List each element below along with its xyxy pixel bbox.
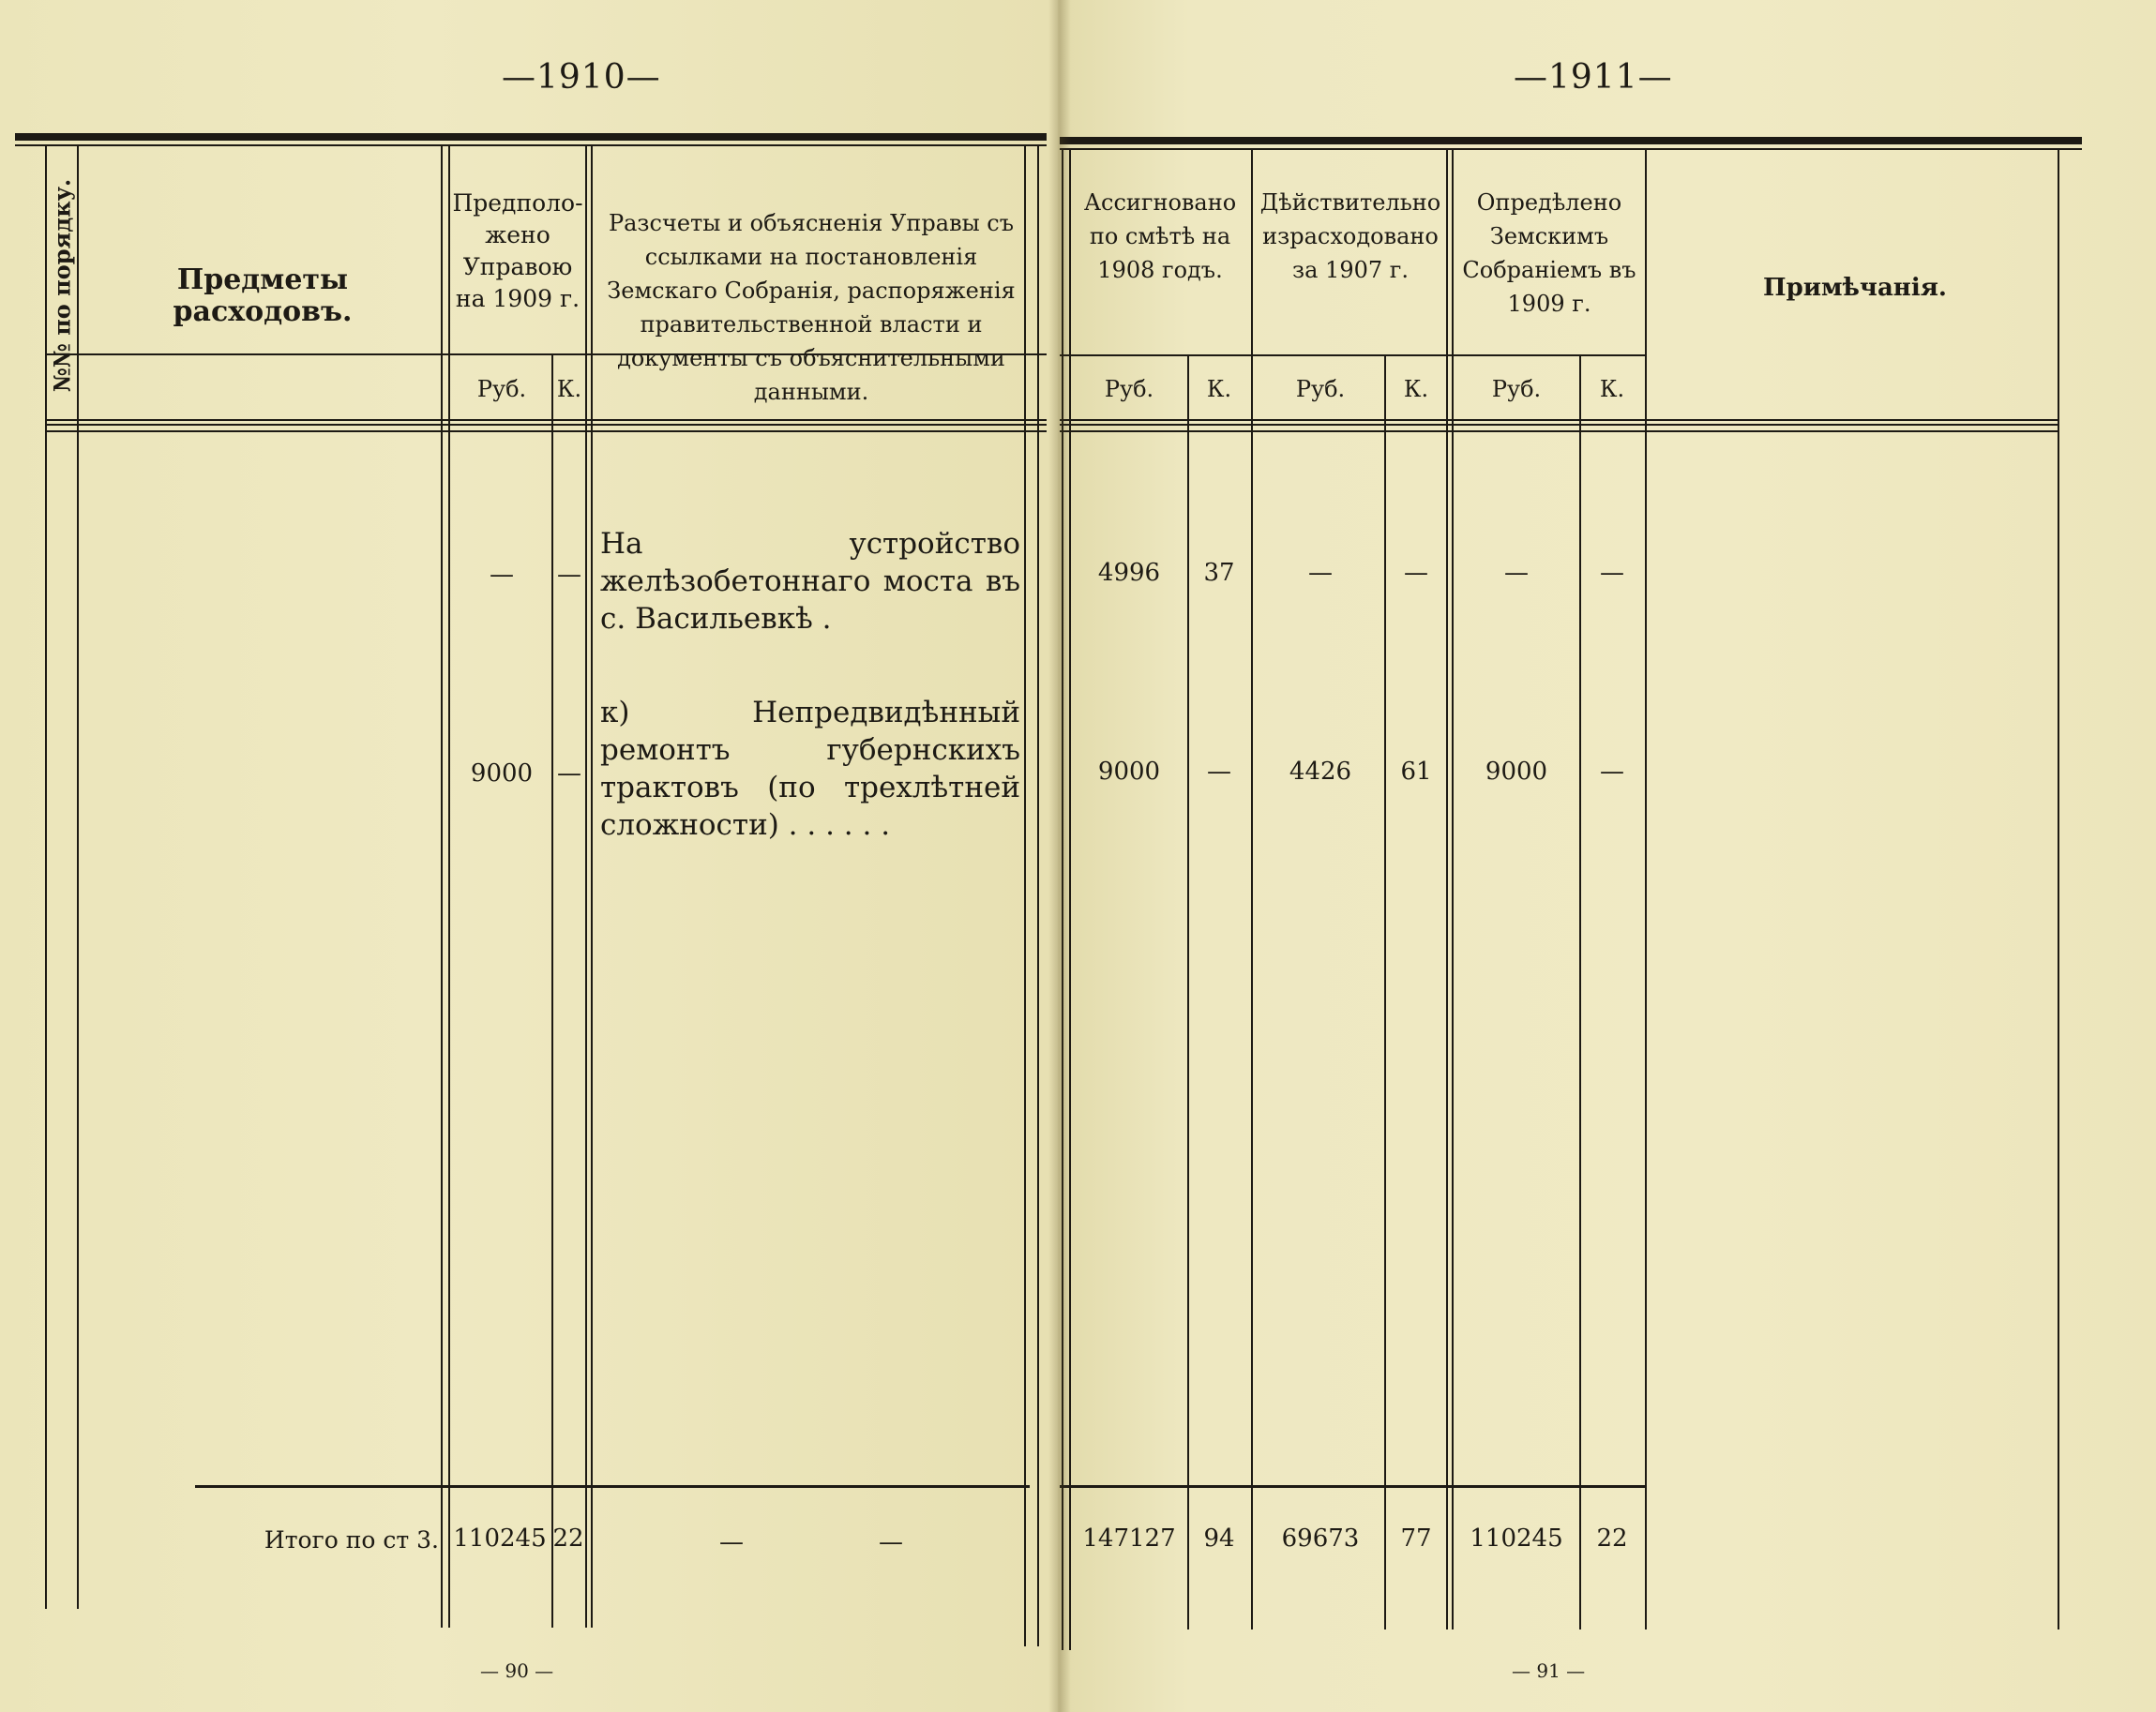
col-line: [441, 146, 443, 1628]
row1-assigned-kop: 37: [1203, 559, 1235, 587]
col-line: [1037, 146, 1039, 1646]
rub-header: Руб.: [476, 376, 527, 402]
total-rule: [1060, 1485, 1647, 1488]
page-footer-number: — 91 —: [1512, 1659, 1586, 1682]
row1-determined-rub: —: [1504, 559, 1529, 587]
col-line: [77, 146, 79, 1609]
header-bottom-rule-2: [1060, 424, 2059, 426]
assigned-rub-header: Руб.: [1104, 376, 1154, 402]
header-bottom-rule-3: [45, 430, 1047, 432]
col-line: [551, 354, 553, 1628]
total-label: Итого по ст 3.: [264, 1526, 439, 1554]
row2-actual-kop: 61: [1400, 758, 1432, 786]
header-bottom-rule: [1060, 419, 2059, 421]
row2-proposed-rub: 9000: [470, 759, 534, 788]
row2-proposed-kop: —: [557, 759, 581, 788]
total-assigned-rub: 147127: [1082, 1524, 1176, 1553]
total-assigned-kop: 94: [1203, 1524, 1235, 1553]
items-header: Предметы расходовъ.: [173, 263, 353, 328]
total-actual-rub: 69673: [1281, 1524, 1360, 1553]
col-line: [2058, 150, 2059, 1629]
row1-proposed-kop: —: [557, 561, 581, 589]
assigned-header: Ассигновано по смѣтѣ на 1908 годъ.: [1083, 189, 1237, 283]
top-rule-thin: [15, 144, 1047, 146]
row1-actual-rub: —: [1308, 559, 1333, 587]
col-line: [1024, 146, 1026, 1646]
row2-actual-rub: 4426: [1289, 758, 1352, 786]
col-line: [1446, 150, 1448, 1629]
top-rule: [15, 133, 1047, 141]
header-bottom-rule-2: [45, 424, 1047, 426]
col-line: [591, 146, 593, 1628]
rub-kop-rule: [1060, 354, 1647, 356]
row-number-header: №№ по порядку.: [48, 178, 76, 393]
kop-header: К.: [556, 376, 582, 402]
row1-proposed-rub: —: [490, 561, 514, 589]
row1-actual-kop: —: [1404, 559, 1428, 587]
page-header-number: —1910—: [502, 58, 661, 97]
total-kop: 22: [552, 1524, 584, 1553]
top-rule-thin: [1060, 148, 2082, 150]
total-expl-dash-1: —: [719, 1528, 744, 1556]
header-bottom-rule: [45, 419, 1047, 421]
determined-rub-header: Руб.: [1491, 376, 1542, 402]
book-gutter: [1048, 0, 1071, 1712]
row1-determined-kop: —: [1600, 559, 1624, 587]
row2-assigned-rub: 9000: [1097, 758, 1161, 786]
col-line: [45, 146, 47, 1609]
page-footer-number: — 90 —: [480, 1659, 554, 1682]
left-page: [0, 0, 1058, 1712]
row2-assigned-kop: —: [1207, 758, 1231, 786]
row1-description: На устройство желѣзобетоннаго моста въ с. Васильевкѣ .: [600, 527, 1020, 636]
header-bottom-rule-3: [1060, 430, 2059, 432]
actual-rub-header: Руб.: [1295, 376, 1346, 402]
actual-header: Дѣйствительно израсходовано за 1907 г.: [1259, 189, 1441, 283]
col-line: [1384, 354, 1386, 1629]
determined-kop-header: К.: [1599, 376, 1625, 402]
col-line: [585, 146, 587, 1628]
total-actual-kop: 77: [1400, 1524, 1432, 1553]
assigned-kop-header: К.: [1206, 376, 1232, 402]
actual-kop-header: К.: [1403, 376, 1429, 402]
notes-header: Примѣчанія.: [1763, 274, 1947, 302]
right-page: [1058, 0, 2156, 1712]
determined-header: Опредѣлено Земскимъ Собраніемъ въ 1909 г.: [1462, 189, 1636, 317]
page-header-number: —1911—: [1514, 58, 1673, 97]
col-line: [1452, 150, 1454, 1629]
col-line: [1579, 354, 1581, 1629]
explanations-header: Разсчеты и объясненія Управы съ ссылками на постановленія Земскаго Собранія, распоряженія правительственной власти и документы съ объяснительными данными.: [607, 210, 1016, 405]
row2-description: к) Непредвидѣнный ремонтъ губернскихъ трактовъ (по трехлѣтней сложности) . . . . . .: [600, 696, 1020, 842]
row2-determined-rub: 9000: [1485, 758, 1548, 786]
col-line: [1187, 354, 1189, 1629]
col-line: [448, 146, 450, 1628]
total-determined-kop: 22: [1596, 1524, 1628, 1553]
total-determined-rub: 110245: [1470, 1524, 1563, 1553]
top-rule: [1060, 137, 2082, 144]
total-expl-dash-2: —: [879, 1528, 903, 1556]
col-line: [1645, 150, 1647, 1629]
row2-determined-kop: —: [1600, 758, 1624, 786]
col-line: [1251, 150, 1253, 1629]
total-rule: [195, 1485, 1030, 1488]
row1-assigned-rub: 4996: [1097, 559, 1161, 587]
total-rub: 110245: [453, 1524, 547, 1553]
proposed-header: Предполо-жено Управою на 1909 г.: [452, 189, 583, 312]
